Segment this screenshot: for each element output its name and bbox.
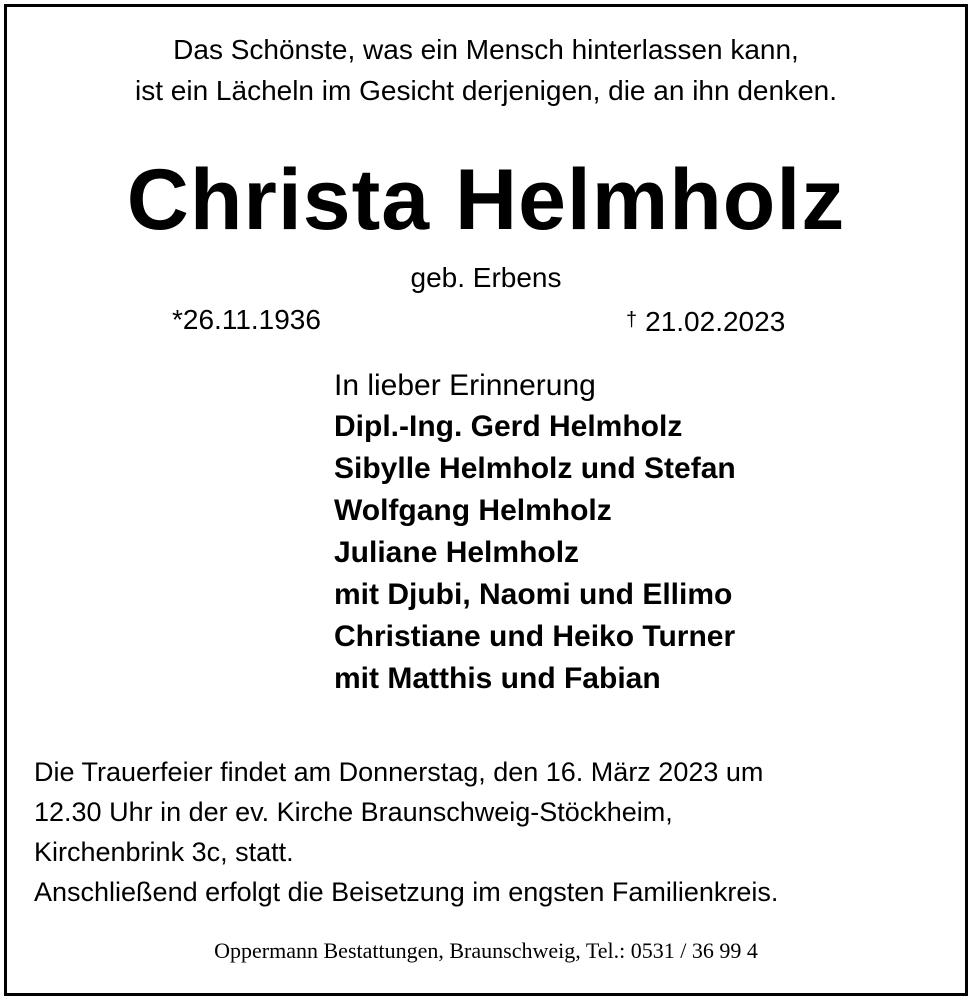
service-line: Die Trauerfeier findet am Donnerstag, den 16. März 2023 um <box>34 757 764 787</box>
mourners-intro: In lieber Erinnerung <box>334 369 596 402</box>
service-line: Anschließend erfolgt die Beisetzung im engsten Familienkreis. <box>34 877 779 907</box>
maiden-name: geb. Erbens <box>410 262 562 293</box>
service-line: Kirchenbrink 3c, statt. <box>34 837 294 867</box>
mourner-line: Juliane Helmholz <box>334 536 580 569</box>
funeral-home-footer: Oppermann Bestattungen, Braunschweig, Tel.: 0531 / 36 99 4 <box>214 938 758 963</box>
cross-icon: † <box>626 309 638 331</box>
death-date: 21.02.2023 <box>645 306 786 337</box>
mourner-line: Sibylle Helmholz und Stefan <box>334 452 736 485</box>
mourner-line: Christiane und Heiko Turner <box>334 620 736 653</box>
mourner-line: Dipl.-Ing. Gerd Helmholz <box>334 410 683 443</box>
mourners-list <box>334 406 736 700</box>
deceased-name: Christa Helmholz <box>126 152 846 248</box>
mourner-line: Wolfgang Helmholz <box>334 494 612 527</box>
birth-date: *26.11.1936 <box>172 304 321 335</box>
service-details <box>34 752 934 912</box>
mourner-line: mit Matthis und Fabian <box>334 662 661 695</box>
quote-line-2: ist ein Lächeln im Gesicht derjenigen, die an ihn denken. <box>135 75 837 106</box>
service-line: 12.30 Uhr in der ev. Kirche Braunschweig-Stöckheim, <box>34 797 673 827</box>
mourner-line: mit Djubi, Naomi und Ellimo <box>334 578 733 611</box>
quote-line-1: Das Schönste, was ein Mensch hinterlassen kann, <box>173 34 799 65</box>
mourners-block <box>334 366 736 700</box>
death-date-group <box>626 300 785 342</box>
